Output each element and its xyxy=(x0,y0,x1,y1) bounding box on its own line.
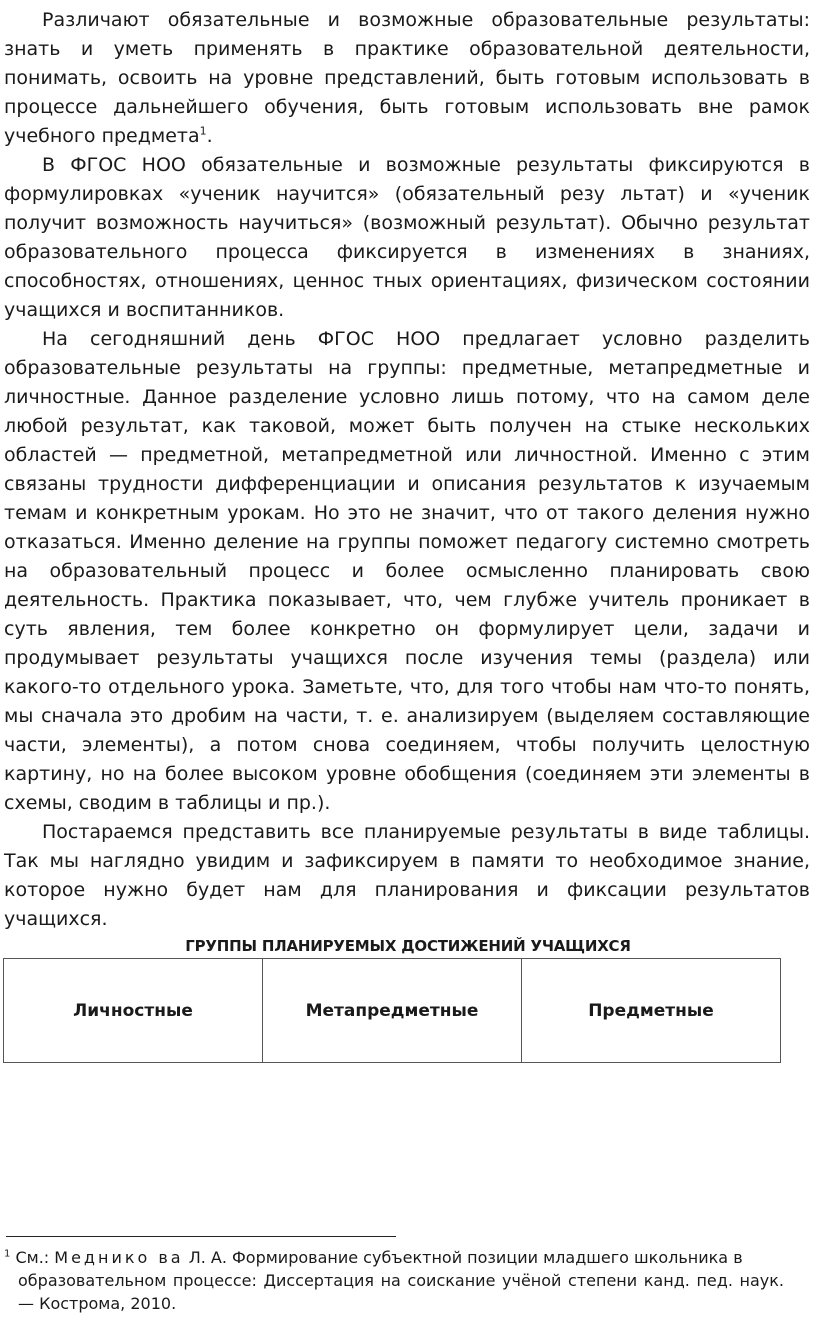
paragraph-1-text: Различают обязательные и возможные образовательные результаты: знать и уметь применять в практике образовательной деятельности, понимать, освоить на уровне представлений, быть готовым использовать в процессе дальнейшего обучения, быть готовым использовать вне рамок учебного предмета xyxy=(4,9,810,147)
paragraph-3: На сегодняшний день ФГОС НОО предлагает условно разделить образовательные результаты на группы: предметные, метапредметные и личностные. Данное разделение условно лишь потому, что на самом деле любой результат, как таковой, может быть получен на стыке нескольких областей — предметной, метапредметной или личностной. Именно с этим связаны трудности дифференциации и описания результатов к изучаемым темам и конкретным урокам. Но это не значит, что от такого деления нужно отказаться. Именно деление на группы поможет педагогу системно смотреть на образовательный процесс и более осмысленно планировать свою деятельность. Практика показывает, что, чем глубже учитель проникает в суть явления, тем более конкретно он формулирует цели, задачи и продумывает результаты учащихся после изучения темы (раздела) или какого-то отдельного урока. Заметьте, что, для того чтобы нам что-то понять, мы сначала это дробим на части, т. е. анализируем (выделяем составляющие части, элементы), а потом снова соединяем, чтобы получить целостную картину, но на более высоком уровне обобщения (соединяем эти элементы в схемы, сводим в таблицы и пр.). xyxy=(4,328,810,814)
footnote-continuation: образовательном процессе: Диссертация на соискание учёной степени канд. пед. наук. — Кострома, 2010. xyxy=(18,1271,784,1313)
table-header-personal: Личностные xyxy=(4,959,263,1063)
footnote xyxy=(4,1246,784,1315)
table-header-subject: Предметные xyxy=(522,959,781,1063)
footnote-separator xyxy=(6,1236,396,1237)
paragraph-4: Постараемся представить все планируемые результаты в виде таблицы. Так мы наглядно увидим и зафиксируем в памяти то необходимое знание, которое нужно будет нам для планирования и фиксации результатов учащихся. xyxy=(4,821,810,930)
results-table xyxy=(3,958,781,1063)
footnote-reference: 1 xyxy=(199,124,207,138)
table-row xyxy=(4,959,781,1063)
footnote-author-name: Меднико ва xyxy=(54,1248,184,1267)
paragraph-1 xyxy=(4,6,810,151)
footnote-author-rest: Л. А. Формирование субъектной позиции младшего школьника в xyxy=(183,1248,743,1267)
paragraph-2: В ФГОС НОО обязательные и возможные результаты фиксируются в формулировках «ученик научится» (обязательный резу льтат) и «ученик получит возможность научиться» (возможный результат). Обычно результат образовательного процесса фиксируется в изменениях в знаниях, способностях, отношениях, ценнос тных ориентациях, физическом состоянии учащихся и воспитанников. xyxy=(4,154,810,321)
body-text xyxy=(4,6,810,934)
footnote-number: 1 xyxy=(4,1248,11,1260)
paragraph-1-tail: . xyxy=(206,125,213,147)
footnote-first-line xyxy=(4,1246,784,1269)
table-title: ГРУППЫ ПЛАНИРУЕМЫХ ДОСТИЖЕНИЙ УЧАЩИХСЯ xyxy=(185,937,631,955)
footnote-prefix: См.: xyxy=(10,1248,55,1267)
table-header-metasubject: Метапредметные xyxy=(263,959,522,1063)
